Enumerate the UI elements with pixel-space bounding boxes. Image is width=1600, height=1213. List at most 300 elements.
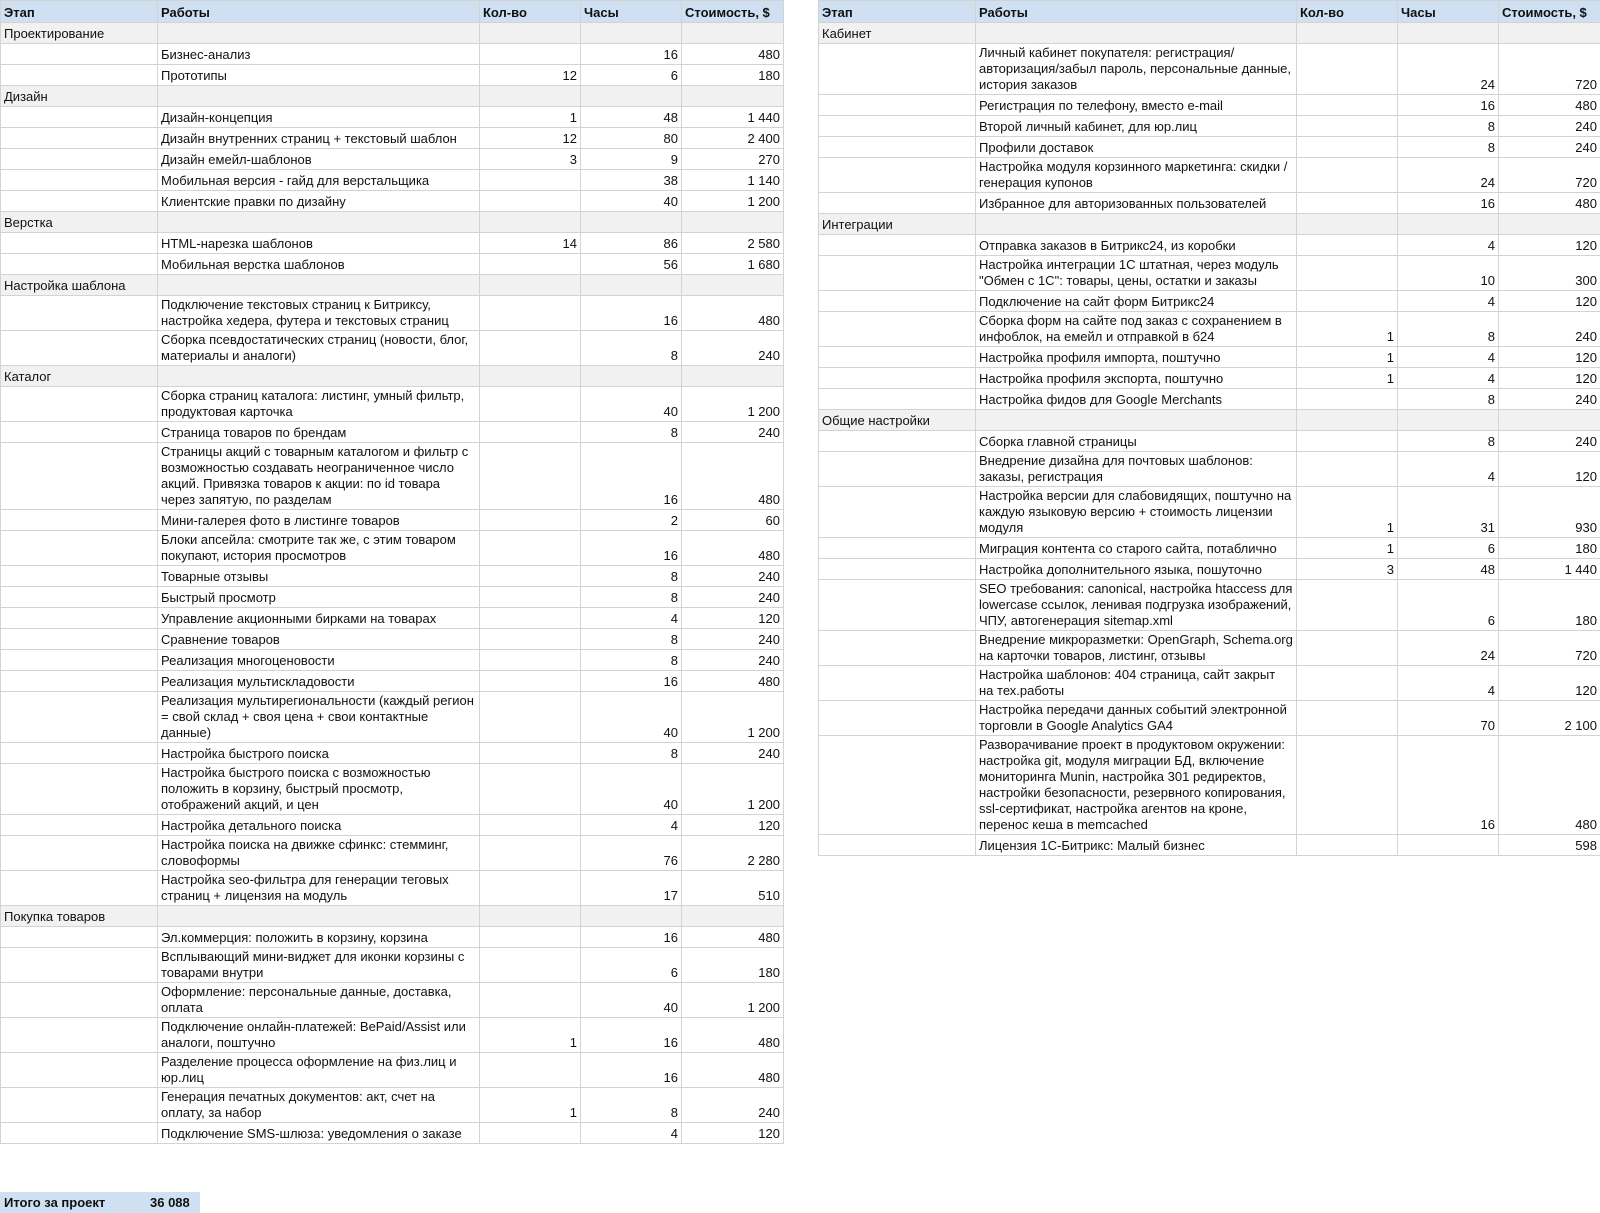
work-cell: Отправка заказов в Битрикс24, из коробки	[976, 235, 1297, 256]
cost-cell: 180	[1499, 538, 1600, 559]
stage-cell	[1, 233, 158, 254]
cost-cell: 720	[1499, 631, 1600, 666]
work-cell: Сборка форм на сайте под заказ с сохранением в инфоблок, на емейл и отправкой в б24	[976, 312, 1297, 347]
stage-cell	[1, 983, 158, 1018]
qty-cell	[480, 764, 581, 815]
work-cell: Оформление: персональные данные, доставка, оплата	[158, 983, 480, 1018]
section-title: Кабинет	[819, 23, 976, 44]
table-row	[1, 170, 784, 191]
stage-cell	[819, 44, 976, 95]
table-row	[1, 107, 784, 128]
table-row	[819, 835, 1600, 856]
qty-cell: 1	[1297, 368, 1398, 389]
hours-cell: 16	[581, 443, 682, 510]
stage-cell	[1, 1053, 158, 1088]
section-title: Каталог	[1, 366, 158, 387]
qty-cell: 1	[480, 107, 581, 128]
work-cell: Личный кабинет покупателя: регистрация/авторизация/забыл пароль, персональные данные, история заказов	[976, 44, 1297, 95]
hours-cell: 9	[581, 149, 682, 170]
hours-cell: 6	[581, 948, 682, 983]
stage-cell	[1, 1018, 158, 1053]
hours-cell: 8	[581, 587, 682, 608]
section-row	[1, 275, 784, 296]
hours-cell: 4	[581, 608, 682, 629]
empty-cell	[158, 86, 480, 107]
qty-cell	[1297, 835, 1398, 856]
estimate-table-left	[0, 0, 784, 1144]
cost-cell: 1 200	[682, 191, 784, 212]
hours-cell: 4	[581, 1123, 682, 1144]
qty-cell	[1297, 137, 1398, 158]
empty-cell	[158, 906, 480, 927]
stage-cell	[819, 347, 976, 368]
cost-cell: 120	[1499, 235, 1600, 256]
work-cell: Профили доставок	[976, 137, 1297, 158]
stage-cell	[819, 431, 976, 452]
stage-cell	[1, 531, 158, 566]
qty-cell: 1	[1297, 312, 1398, 347]
work-cell: Прототипы	[158, 65, 480, 86]
table-row	[819, 291, 1600, 312]
stage-cell	[1, 191, 158, 212]
cost-cell: 480	[1499, 736, 1600, 835]
header-row	[1, 1, 784, 23]
cost-cell: 270	[682, 149, 784, 170]
table-row	[819, 137, 1600, 158]
cost-cell: 480	[682, 44, 784, 65]
qty-cell	[1297, 95, 1398, 116]
work-cell: Разделение процесса оформление на физ.лиц и юр.лиц	[158, 1053, 480, 1088]
hours-cell	[1398, 835, 1499, 856]
hours-cell: 16	[581, 531, 682, 566]
header-hours: Часы	[581, 1, 682, 23]
work-cell: HTML-нарезка шаблонов	[158, 233, 480, 254]
table-row	[1, 44, 784, 65]
stage-cell	[1, 510, 158, 531]
table-row	[1, 566, 784, 587]
work-cell: Генерация печатных документов: акт, счет на оплату, за набор	[158, 1088, 480, 1123]
stage-cell	[819, 580, 976, 631]
cost-cell: 120	[1499, 291, 1600, 312]
work-cell: Всплывающий мини-виджет для иконки корзины с товарами внутри	[158, 948, 480, 983]
work-cell: Внедрение микроразметки: OpenGraph, Schema.org на карточки товаров, листинг, отзывы	[976, 631, 1297, 666]
work-cell: Миграция контента со старого сайта, потаблично	[976, 538, 1297, 559]
hours-cell: 40	[581, 983, 682, 1018]
stage-cell	[819, 452, 976, 487]
table-row	[819, 538, 1600, 559]
header-cost: Стоимость, $	[682, 1, 784, 23]
empty-cell	[581, 86, 682, 107]
hours-cell: 8	[581, 650, 682, 671]
section-title: Покупка товаров	[1, 906, 158, 927]
qty-cell	[480, 927, 581, 948]
empty-cell	[1297, 23, 1398, 44]
qty-cell	[480, 743, 581, 764]
header-works: Работы	[158, 1, 480, 23]
cost-cell: 120	[1499, 368, 1600, 389]
table-row	[1, 531, 784, 566]
qty-cell	[480, 815, 581, 836]
cost-cell: 1 680	[682, 254, 784, 275]
work-cell: Настройка поиска на движке сфинкс: стемминг, словоформы	[158, 836, 480, 871]
empty-cell	[480, 906, 581, 927]
empty-cell	[682, 86, 784, 107]
table-body-left	[1, 23, 784, 1144]
qty-cell	[480, 836, 581, 871]
work-cell: Реализация мультирегиональности (каждый регион = свой склад + своя цена + свои контактные данные)	[158, 692, 480, 743]
hours-cell: 8	[1398, 431, 1499, 452]
hours-cell: 24	[1398, 44, 1499, 95]
hours-cell: 31	[1398, 487, 1499, 538]
section-title: Интеграции	[819, 214, 976, 235]
stage-cell	[819, 291, 976, 312]
table-row	[1, 65, 784, 86]
stage-cell	[1, 149, 158, 170]
cost-cell: 480	[1499, 95, 1600, 116]
qty-cell	[480, 422, 581, 443]
hours-cell: 4	[1398, 452, 1499, 487]
cost-cell: 120	[1499, 452, 1600, 487]
qty-cell	[480, 254, 581, 275]
table-row	[1, 233, 784, 254]
cost-cell: 720	[1499, 158, 1600, 193]
stage-cell	[1, 331, 158, 366]
qty-cell	[1297, 580, 1398, 631]
cost-cell: 2 280	[682, 836, 784, 871]
stage-cell	[1, 871, 158, 906]
header-qty: Кол-во	[480, 1, 581, 23]
cost-cell: 300	[1499, 256, 1600, 291]
table-row	[1, 871, 784, 906]
cost-cell: 480	[682, 1018, 784, 1053]
stage-cell	[819, 158, 976, 193]
table-row	[1, 510, 784, 531]
empty-cell	[581, 23, 682, 44]
cost-cell: 240	[682, 587, 784, 608]
table-row	[1, 836, 784, 871]
work-cell: Настройка интеграции 1С штатная, через модуль "Обмен с 1С": товары, цены, остатки и заказы	[976, 256, 1297, 291]
table-row	[819, 95, 1600, 116]
hours-cell: 6	[1398, 580, 1499, 631]
cost-cell: 2 400	[682, 128, 784, 149]
qty-cell	[1297, 701, 1398, 736]
work-cell: Настройка быстрого поиска с возможностью положить в корзину, быстрый просмотр, отображений акций, и цен	[158, 764, 480, 815]
qty-cell	[480, 692, 581, 743]
section-row	[1, 906, 784, 927]
stage-cell	[1, 608, 158, 629]
cost-cell: 720	[1499, 44, 1600, 95]
table-row	[819, 431, 1600, 452]
table-row	[819, 116, 1600, 137]
work-cell: Управление акционными бирками на товарах	[158, 608, 480, 629]
stage-cell	[1, 44, 158, 65]
hours-cell: 8	[1398, 389, 1499, 410]
cost-cell: 480	[682, 927, 784, 948]
work-cell: Мобильная версия - гайд для верстальщика	[158, 170, 480, 191]
table-row	[819, 347, 1600, 368]
qty-cell	[1297, 193, 1398, 214]
work-cell: Эл.коммерция: положить в корзину, корзина	[158, 927, 480, 948]
work-cell: Настройка модуля корзинного маркетинга: скидки / генерация купонов	[976, 158, 1297, 193]
section-row	[819, 410, 1600, 431]
table-body-right	[819, 23, 1600, 856]
table-row	[819, 389, 1600, 410]
table-row	[1, 422, 784, 443]
stage-cell	[819, 235, 976, 256]
section-title: Настройка шаблона	[1, 275, 158, 296]
qty-cell: 12	[480, 65, 581, 86]
work-cell: Внедрение дизайна для почтовых шаблонов: заказы, регистрация	[976, 452, 1297, 487]
stage-cell	[819, 193, 976, 214]
table-row	[1, 1018, 784, 1053]
table-row	[819, 736, 1600, 835]
hours-cell: 6	[581, 65, 682, 86]
stage-cell	[1, 629, 158, 650]
work-cell: Товарные отзывы	[158, 566, 480, 587]
stage-cell	[1, 927, 158, 948]
table-row	[819, 631, 1600, 666]
empty-cell	[581, 212, 682, 233]
work-cell: Клиентские правки по дизайну	[158, 191, 480, 212]
cost-cell: 1 200	[682, 983, 784, 1018]
table-row	[1, 149, 784, 170]
hours-cell: 16	[581, 927, 682, 948]
qty-cell	[480, 44, 581, 65]
table-row	[1, 191, 784, 212]
qty-cell	[480, 531, 581, 566]
work-cell: Настройка передачи данных событий электронной торговли в Google Analytics GA4	[976, 701, 1297, 736]
stage-cell	[819, 559, 976, 580]
hours-cell: 48	[1398, 559, 1499, 580]
work-cell: Настройка быстрого поиска	[158, 743, 480, 764]
empty-cell	[1297, 410, 1398, 431]
empty-cell	[682, 906, 784, 927]
stage-cell	[1, 254, 158, 275]
work-cell: SEO требования: canonical, настройка htaccess для lowercase ссылок, ленивая подгрузка изображений, ЧПУ, автогенерация sitemap.xml	[976, 580, 1297, 631]
hours-cell: 76	[581, 836, 682, 871]
hours-cell: 8	[581, 1088, 682, 1123]
work-cell: Лицензия 1С-Битрикс: Малый бизнес	[976, 835, 1297, 856]
empty-cell	[1398, 410, 1499, 431]
section-title: Проектирование	[1, 23, 158, 44]
cost-cell: 240	[1499, 431, 1600, 452]
stage-cell	[1, 671, 158, 692]
stage-cell	[1, 387, 158, 422]
hours-cell: 8	[1398, 137, 1499, 158]
qty-cell	[480, 566, 581, 587]
work-cell: Подключение текстовых страниц к Битриксу, настройка хедера, футера и текстовых страниц	[158, 296, 480, 331]
table-row	[819, 235, 1600, 256]
work-cell: Сравнение товаров	[158, 629, 480, 650]
stage-cell	[1, 1088, 158, 1123]
table-row	[1, 608, 784, 629]
stage-cell	[1, 764, 158, 815]
table-row	[1, 387, 784, 422]
work-cell: Настройка профиля импорта, поштучно	[976, 347, 1297, 368]
stage-cell	[819, 137, 976, 158]
work-cell: Дизайн емейл-шаблонов	[158, 149, 480, 170]
stage-cell	[1, 566, 158, 587]
qty-cell: 1	[480, 1088, 581, 1123]
table-row	[819, 312, 1600, 347]
header-qty: Кол-во	[1297, 1, 1398, 23]
table-row	[1, 296, 784, 331]
hours-cell: 38	[581, 170, 682, 191]
empty-cell	[581, 275, 682, 296]
qty-cell	[1297, 431, 1398, 452]
table-row	[1, 128, 784, 149]
qty-cell	[1297, 44, 1398, 95]
work-cell: Сборка страниц каталога: листинг, умный фильтр, продуктовая карточка	[158, 387, 480, 422]
empty-cell	[480, 23, 581, 44]
hours-cell: 4	[1398, 347, 1499, 368]
work-cell: Разворачивание проект в продуктовом окружении: настройка git, модуля миграции БД, включение мониторинга Munin, настройка 301 редиректов, настройки безопасности, резервного копирования, ssl-сертификат, настройка агентов на кроне, перенос кеша в memcached	[976, 736, 1297, 835]
table-row	[819, 666, 1600, 701]
hours-cell: 24	[1398, 631, 1499, 666]
stage-cell	[1, 422, 158, 443]
estimate-table-right	[818, 0, 1600, 856]
table-row	[1, 331, 784, 366]
qty-cell: 14	[480, 233, 581, 254]
empty-cell	[682, 212, 784, 233]
qty-cell	[480, 387, 581, 422]
qty-cell	[480, 587, 581, 608]
table-row	[819, 452, 1600, 487]
qty-cell: 12	[480, 128, 581, 149]
stage-cell	[1, 650, 158, 671]
qty-cell	[1297, 736, 1398, 835]
cost-cell: 598	[1499, 835, 1600, 856]
work-cell: Мобильная верстка шаблонов	[158, 254, 480, 275]
stage-cell	[819, 631, 976, 666]
header-cost: Стоимость, $	[1499, 1, 1600, 23]
empty-cell	[682, 23, 784, 44]
cost-cell: 60	[682, 510, 784, 531]
cost-cell: 1 140	[682, 170, 784, 191]
hours-cell: 4	[1398, 666, 1499, 701]
empty-cell	[1297, 214, 1398, 235]
stage-cell	[1, 170, 158, 191]
qty-cell	[1297, 235, 1398, 256]
table-row	[1, 629, 784, 650]
work-cell: Настройка профиля экспорта, поштучно	[976, 368, 1297, 389]
qty-cell	[1297, 452, 1398, 487]
section-title: Дизайн	[1, 86, 158, 107]
cost-cell: 120	[1499, 666, 1600, 701]
section-row	[1, 86, 784, 107]
work-cell: Блоки апсейла: смотрите так же, с этим товаром покупают, история просмотров	[158, 531, 480, 566]
work-cell: Мини-галерея фото в листинге товаров	[158, 510, 480, 531]
header-hours: Часы	[1398, 1, 1499, 23]
hours-cell: 48	[581, 107, 682, 128]
table-row	[1, 1053, 784, 1088]
stage-cell	[1, 815, 158, 836]
hours-cell: 80	[581, 128, 682, 149]
stage-cell	[819, 736, 976, 835]
empty-cell	[158, 275, 480, 296]
section-row	[819, 23, 1600, 44]
work-cell: Бизнес-анализ	[158, 44, 480, 65]
table-row	[1, 587, 784, 608]
table-row	[819, 193, 1600, 214]
hours-cell: 4	[1398, 291, 1499, 312]
cost-cell: 480	[682, 671, 784, 692]
header-works: Работы	[976, 1, 1297, 23]
empty-cell	[1499, 410, 1600, 431]
table-row	[1, 815, 784, 836]
qty-cell	[480, 983, 581, 1018]
qty-cell	[480, 671, 581, 692]
hours-cell: 16	[581, 296, 682, 331]
hours-cell: 40	[581, 387, 682, 422]
cost-cell: 180	[682, 948, 784, 983]
section-title: Общие настройки	[819, 410, 976, 431]
hours-cell: 4	[1398, 235, 1499, 256]
total-label: Итого за проект	[4, 1195, 106, 1210]
cost-cell: 480	[682, 1053, 784, 1088]
cost-cell: 930	[1499, 487, 1600, 538]
qty-cell: 1	[1297, 487, 1398, 538]
qty-cell: 1	[480, 1018, 581, 1053]
section-row	[1, 366, 784, 387]
cost-cell: 240	[682, 331, 784, 366]
qty-cell	[480, 1053, 581, 1088]
stage-cell	[1, 443, 158, 510]
table-row	[1, 254, 784, 275]
section-row	[1, 212, 784, 233]
stage-cell	[819, 256, 976, 291]
table-row	[1, 1123, 784, 1144]
work-cell: Сборка главной страницы	[976, 431, 1297, 452]
qty-cell: 3	[1297, 559, 1398, 580]
empty-cell	[682, 366, 784, 387]
hours-cell: 8	[581, 422, 682, 443]
header-stage: Этап	[819, 1, 976, 23]
stage-cell	[1, 107, 158, 128]
cost-cell: 180	[682, 65, 784, 86]
cost-cell: 240	[1499, 137, 1600, 158]
work-cell: Второй личный кабинет, для юр.лиц	[976, 116, 1297, 137]
work-cell: Страница товаров по брендам	[158, 422, 480, 443]
work-cell: Избранное для авторизованных пользователей	[976, 193, 1297, 214]
work-cell: Подключение онлайн-платежей: BePaid/Assist или аналоги, поштучно	[158, 1018, 480, 1053]
stage-cell	[819, 368, 976, 389]
stage-cell	[819, 312, 976, 347]
qty-cell: 3	[480, 149, 581, 170]
hours-cell: 8	[1398, 312, 1499, 347]
work-cell: Настройка фидов для Google Merchants	[976, 389, 1297, 410]
project-total	[0, 1192, 200, 1213]
empty-cell	[976, 23, 1297, 44]
table-row	[819, 256, 1600, 291]
stage-cell	[819, 835, 976, 856]
qty-cell	[1297, 666, 1398, 701]
qty-cell	[1297, 256, 1398, 291]
qty-cell	[480, 948, 581, 983]
stage-cell	[1, 587, 158, 608]
table-row	[819, 158, 1600, 193]
header-row	[819, 1, 1600, 23]
stage-cell	[819, 95, 976, 116]
qty-cell	[480, 650, 581, 671]
hours-cell: 2	[581, 510, 682, 531]
empty-cell	[480, 275, 581, 296]
empty-cell	[158, 23, 480, 44]
empty-cell	[158, 212, 480, 233]
qty-cell	[1297, 389, 1398, 410]
table-row	[819, 487, 1600, 538]
hours-cell: 86	[581, 233, 682, 254]
